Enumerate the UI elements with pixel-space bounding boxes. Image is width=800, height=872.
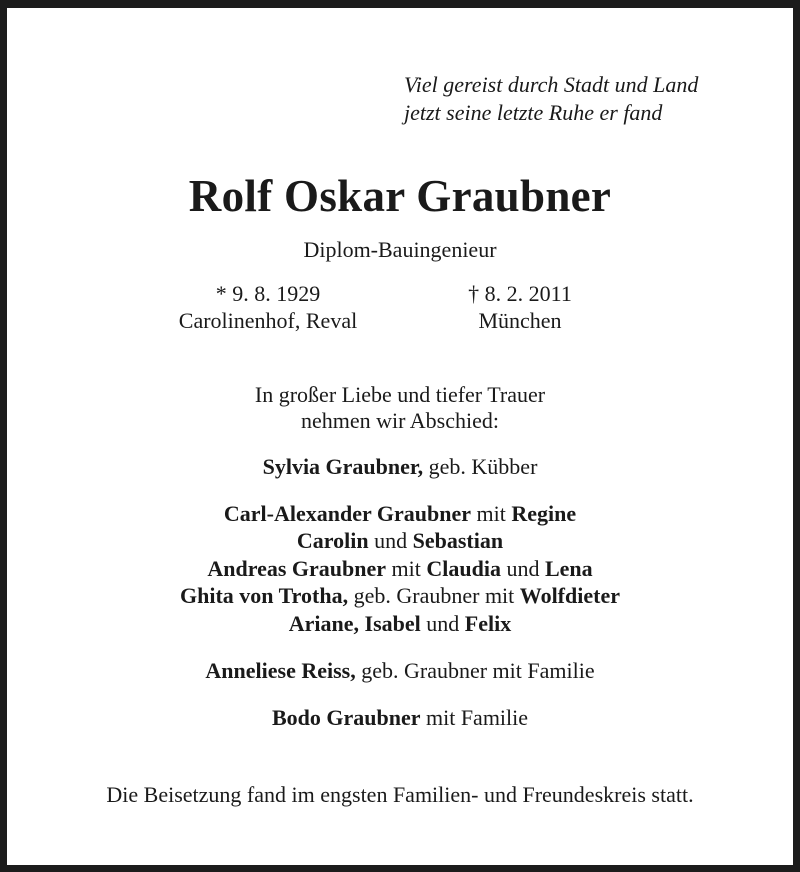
mourner-name: Sylvia Graubner,	[262, 454, 424, 479]
mourner-name: Anneliese Reiss,	[205, 658, 356, 683]
mourner-line	[0, 658, 800, 684]
mourner-line	[0, 611, 800, 637]
mourner-name: Ghita von Trotha,	[180, 583, 349, 608]
mourner-name: Lena	[544, 556, 593, 581]
quote-line-2: jetzt seine letzte Ruhe er fand	[404, 100, 663, 125]
mourner-line	[0, 556, 800, 582]
deceased-name: Rolf Oskar Graubner	[188, 171, 612, 221]
mourner-name: Carl-Alexander Graubner	[223, 501, 471, 526]
mourner-name: Wolfdieter	[519, 583, 620, 608]
mourner-name: Felix	[464, 611, 512, 636]
mourner-line	[0, 501, 800, 527]
mourner-text: und	[420, 611, 465, 636]
mourner-text: geb. Kübber	[423, 454, 538, 479]
mourner-text: geb. Graubner mit Familie	[355, 658, 595, 683]
mourner-text: mit Familie	[420, 705, 529, 730]
mourner-line	[0, 705, 800, 731]
quote-line-1: Viel gereist durch Stadt und Land	[404, 72, 699, 97]
death-place: München	[478, 308, 562, 333]
mourner-name: Bodo Graubner	[271, 705, 421, 730]
birth-info	[138, 280, 398, 334]
mourner-name: Ariane, Isabel	[288, 611, 421, 636]
mourner-text: und	[500, 556, 545, 581]
death-info	[390, 280, 650, 334]
mourner-line	[0, 583, 800, 609]
funeral-note: Die Beisetzung fand im engsten Familien- und Freundeskreis statt.	[106, 782, 694, 807]
mourner-text: geb. Graubner mit	[348, 583, 520, 608]
mourner-name: Andreas Graubner	[207, 556, 387, 581]
birth-date: * 9. 8. 1929	[215, 281, 321, 306]
mourner-text: und	[368, 528, 413, 553]
death-date: † 8. 2. 2011	[468, 281, 572, 306]
mourner-name: Sebastian	[412, 528, 504, 553]
mourner-name: Carolin	[296, 528, 369, 553]
mourner-name: Regine	[511, 501, 577, 526]
mourner-text: mit	[386, 556, 427, 581]
birth-place: Carolinenhof, Reval	[178, 308, 358, 333]
mourner-name: Claudia	[426, 556, 501, 581]
mourner-text: mit	[470, 501, 512, 526]
mourner-line	[0, 528, 800, 554]
intro-line-2: nehmen wir Abschied:	[301, 408, 499, 433]
intro-line-1: In großer Liebe und tiefer Trauer	[254, 382, 546, 407]
mourner-line	[0, 454, 800, 480]
deceased-title: Diplom-Bauingenieur	[303, 237, 497, 262]
